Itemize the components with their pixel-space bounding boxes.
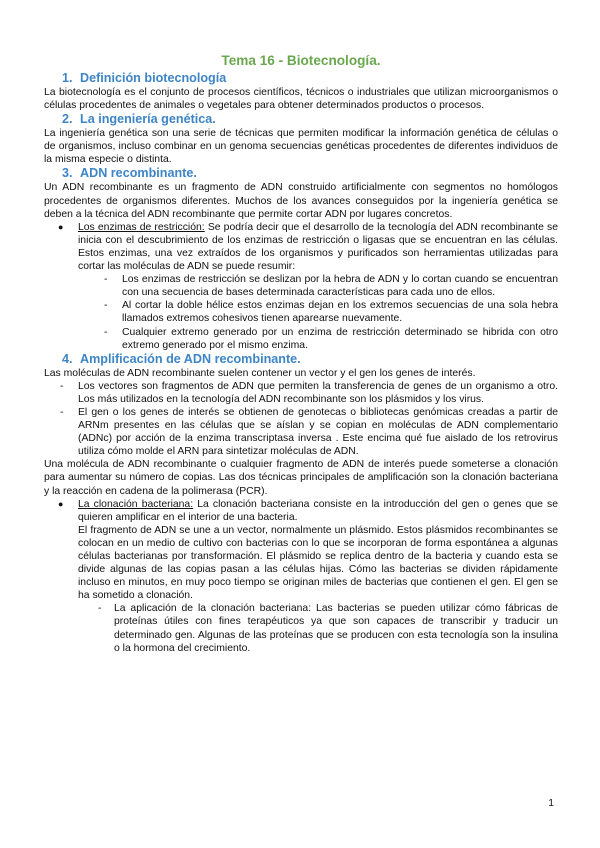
section-title: La ingeniería genética. bbox=[80, 112, 216, 127]
dash-item bbox=[44, 406, 558, 458]
bullet-item bbox=[44, 221, 558, 273]
section-heading-4 bbox=[44, 352, 558, 367]
paragraph: Una molécula de ADN recombinante o cualquier fragmento de ADN de interés puede someterse a clonación para aumentar su número de copias. Las dos técnicas principales de amplificación son la clonación bacteriana y la reacción en cadena de la polimerasa (PCR). bbox=[44, 459, 558, 497]
dash-text: Al cortar la doble hélice estos enzimas dejan en los extremos secuencias de una sola hebra llamados extremos cohesivos tienen aparearse nuevamente. bbox=[122, 300, 558, 325]
dash-item bbox=[44, 326, 558, 352]
bullet-dot-icon: ● bbox=[58, 498, 64, 509]
bullet-label: La clonación bacteriana: bbox=[78, 498, 194, 510]
dash-item bbox=[44, 380, 558, 406]
bullet-continuation: El fragmento de ADN se une a un vector, normalmente un plásmido. Estos plásmidos recombinantes se colocan en un medio de cultivo con bacterias con lo que se incorporan de forma espontánea a algunas células bacterianas por transformación. El plásmido se replica dentro de la bacteria y cuando esta se divide algunas de las copias pasan a las células hijas. Cómo las bacterias se dividen rápidamente incluso en minutos, en muy poco tiempo se originan miles de bacterias que contienen el gen. El gen se ha sometido a clonación. bbox=[78, 524, 558, 602]
dash-item bbox=[44, 602, 558, 654]
paragraph: La biotecnología es el conjunto de procesos científicos, técnicos o industriales que utilizan microorganismos o células procedentes de animales o vegetales para obtener determinados productos o procesos. bbox=[44, 87, 558, 112]
section-heading-1 bbox=[44, 71, 558, 86]
section-number: 3. bbox=[62, 166, 73, 181]
dash-icon: - bbox=[104, 300, 108, 312]
document-page bbox=[44, 52, 558, 655]
bullet-label: Los enzimas de restricción: bbox=[78, 221, 205, 233]
dash-item bbox=[44, 273, 558, 299]
section-heading-2 bbox=[44, 112, 558, 127]
bullet-dot-icon: ● bbox=[58, 221, 64, 232]
dash-icon: - bbox=[104, 326, 108, 338]
section-number: 2. bbox=[62, 112, 73, 127]
section-title: ADN recombinante. bbox=[80, 166, 197, 181]
section-title: Amplificación de ADN recombinante. bbox=[80, 351, 301, 366]
page-title: Tema 16 - Biotecnología. bbox=[221, 53, 381, 68]
dash-text: Los vectores son fragmentos de ADN que permiten la transferencia de genes de un organismo a otro. Los más utilizados en la tecnología del ADN recombinante son los plásmidos y los virus. bbox=[78, 380, 558, 405]
page-number: 1 bbox=[548, 798, 554, 809]
dash-icon: - bbox=[60, 406, 64, 418]
bullet-text: Se podría decir que el desarrollo de la tecnología del ADN recombinante se inicia con el descubrimiento de los enzimas de restricción o ligasas que se encuentran en las células. Estos enzimas, una vez extraídos de los organismos y purificados son herramientas utilizadas para cortar las moléculas de ADN se puede resumir: bbox=[78, 221, 559, 273]
dash-text: Cualquier extremo generado por un enzima de restricción determinado se hibrida con otro extremo generado por el mismo enzima. bbox=[122, 326, 558, 351]
paragraph: Un ADN recombinante es un fragmento de ADN construido artificialmente con segmentos no homólogos procedentes de organismos diferentes. Muchos de los avances conseguidos por la ingeniería genética se deben a la técnica del ADN recombinante que permite cortar ADN por lugares concretos. bbox=[44, 182, 558, 220]
section-number: 1. bbox=[62, 71, 73, 85]
dash-icon: - bbox=[98, 603, 102, 615]
bullet-item bbox=[44, 498, 558, 524]
dash-text: Los enzimas de restricción se deslizan por la hebra de ADN y lo cortan cuando se encuentran con una secuencia de bases determinada características para cada uno de ellos. bbox=[122, 274, 558, 299]
dash-text: La aplicación de la clonación bacteriana: Las bacterias se pueden utilizar cómo fábricas de proteínas útiles con fines terapéuticos ya que son capaces de transcribir y traducir un determinado gen. Algunas de las proteínas que se producen con esta tecnología son la insulina o la hormona del crecimiento. bbox=[114, 603, 558, 654]
section-title: Definición biotecnología bbox=[80, 71, 227, 85]
section-heading-3 bbox=[44, 166, 558, 181]
bullet-text: La clonación bacteriana consiste en la introducción del gen o genes que se quieren amplificar en el interior de una bacteria. bbox=[78, 498, 558, 523]
dash-icon: - bbox=[104, 274, 108, 286]
dash-icon: - bbox=[60, 380, 64, 392]
dash-text: El gen o los genes de interés se obtienen de genotecas o bibliotecas genómicas creadas a partir de ARNm presentes en las células que se aíslan y se copian en moléculas de ADN complementario (ADNc) por acción de la enzima transcriptasa inversa . Este encima qué fue aislado de los retrovirus utiliza cómo molde el ARN para sintetizar moléculas de ADN. bbox=[78, 406, 558, 458]
paragraph: Las moléculas de ADN recombinante suelen contener un vector y el gen los genes de interés. bbox=[44, 367, 476, 379]
section-number: 4. bbox=[62, 351, 73, 366]
paragraph: La ingeniería genética son una serie de técnicas que permiten modificar la información genética de células o de organismos, incluso combinar en un genoma secuencias genéticas procedentes de diferentes individuos de la misma especie o distinta. bbox=[44, 128, 558, 166]
dash-item bbox=[44, 299, 558, 325]
